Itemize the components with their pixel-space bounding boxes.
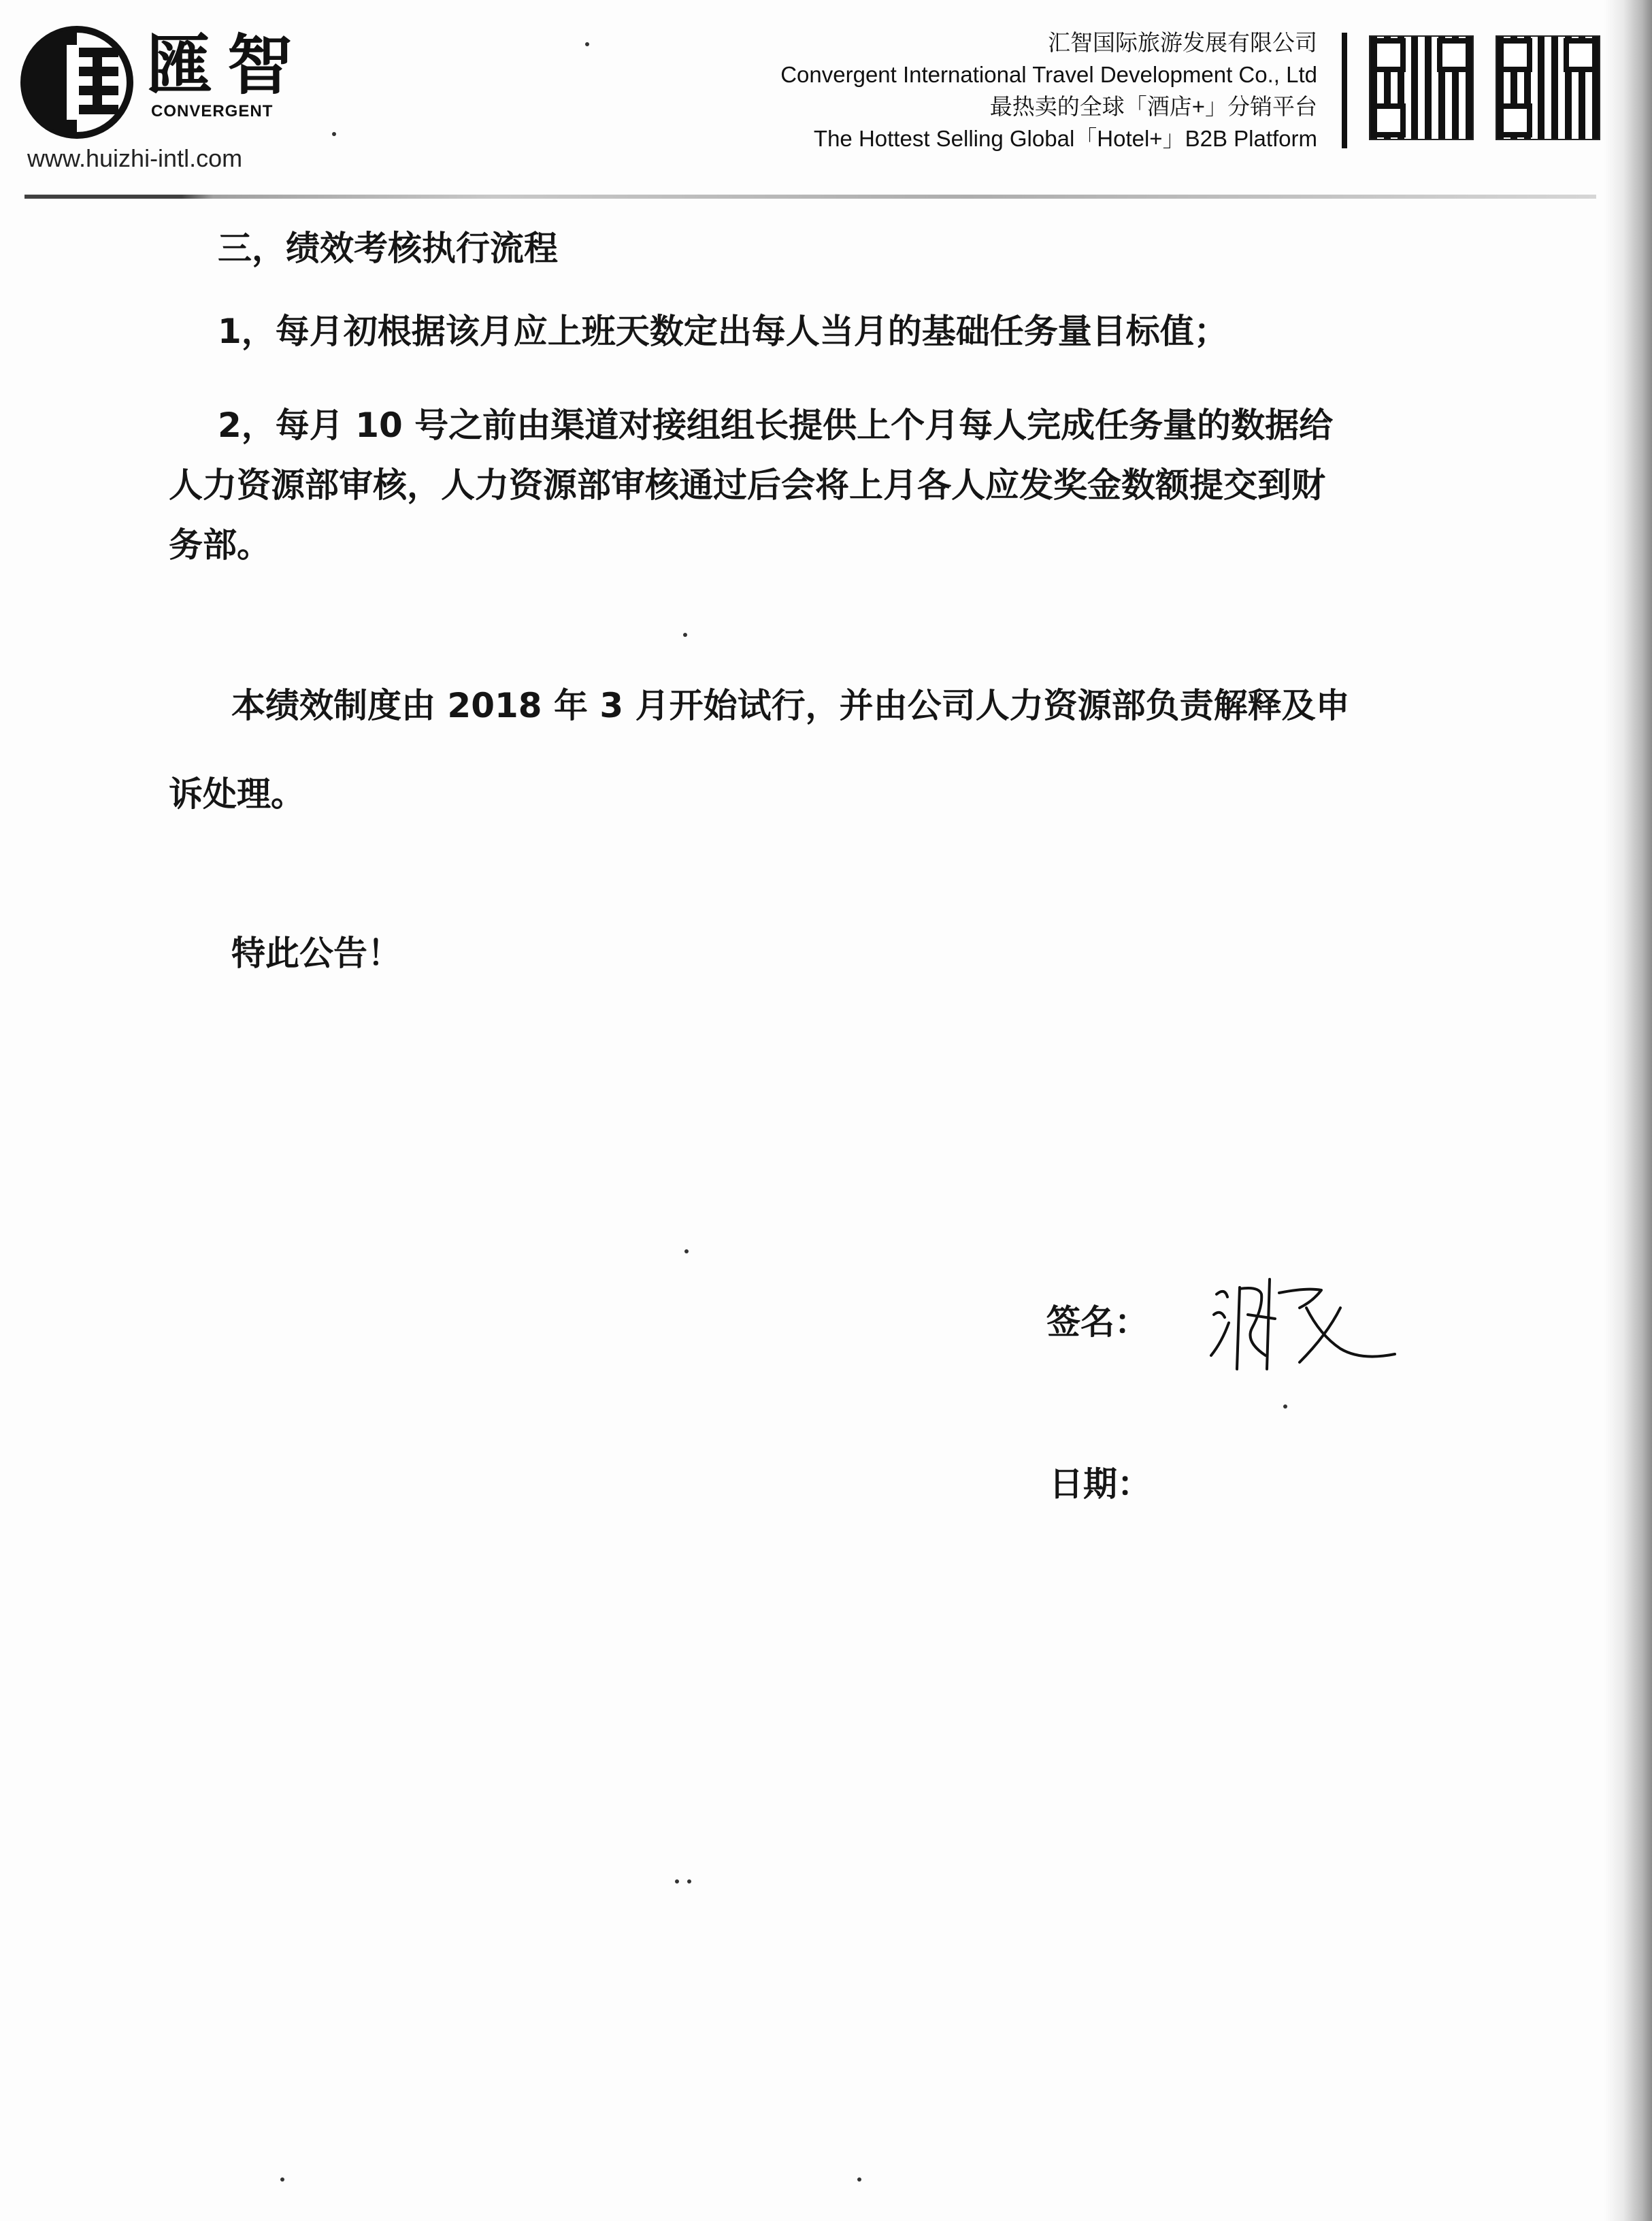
scan-speck	[585, 42, 589, 46]
company-logo-icon	[19, 24, 135, 140]
qr-code-icon	[1496, 35, 1600, 140]
company-name-cn: 汇智国际旅游发展有限公司	[1048, 30, 1317, 55]
scan-speck	[687, 1879, 691, 1883]
handwritten-signature	[1204, 1267, 1408, 1376]
letterhead-divider	[1342, 33, 1347, 148]
slogan-cn: 最热卖的全球「酒店+」分销平台	[989, 94, 1317, 119]
scan-speck	[684, 1249, 689, 1253]
signature-label: 签名：	[1046, 1302, 1149, 1342]
policy-statement-line-2: 诉处理。	[169, 774, 305, 814]
process-item-2-line-3: 务部。	[169, 525, 271, 565]
process-item-1: 1，每月初根据该月应上班天数定出每人当月的基础任务量目标值；	[218, 312, 1228, 351]
company-info-block	[780, 27, 1317, 155]
logo-english-name: CONVERGENT	[151, 102, 274, 120]
scan-speck	[280, 2177, 284, 2182]
company-name-en: Convergent International Travel Development Co., Ltd	[780, 62, 1317, 87]
process-item-2-line-2: 人力资源部审核，人力资源部审核通过后会将上月各人应发奖金数额提交到财	[169, 465, 1325, 505]
process-item-2-line-1: 2，每月 10 号之前由渠道对接组组长提供上个月每人完成任务量的数据给	[218, 406, 1334, 445]
scan-speck	[857, 2177, 861, 2182]
scan-speck	[675, 1879, 679, 1883]
date-label: 日期：	[1049, 1464, 1151, 1504]
logo-chinese-name: 匯智	[147, 27, 308, 103]
policy-statement-line-1: 本绩效制度由 2018 年 3 月开始试行，并由公司人力资源部负责解释及申	[231, 686, 1350, 725]
notice-closing: 特此公告！	[231, 934, 401, 973]
section-title: 三，绩效考核执行流程	[218, 229, 558, 268]
slogan-en: The Hottest Selling Global「Hotel+」B2B Platform	[813, 126, 1317, 151]
scan-speck	[683, 633, 687, 637]
scan-edge-shadow	[1604, 0, 1652, 2221]
qr-code-icon	[1369, 35, 1474, 140]
company-website: www.huizhi-intl.com	[27, 144, 243, 172]
header-rule	[24, 195, 1596, 199]
scan-speck	[1283, 1404, 1287, 1409]
scan-speck	[332, 132, 336, 136]
